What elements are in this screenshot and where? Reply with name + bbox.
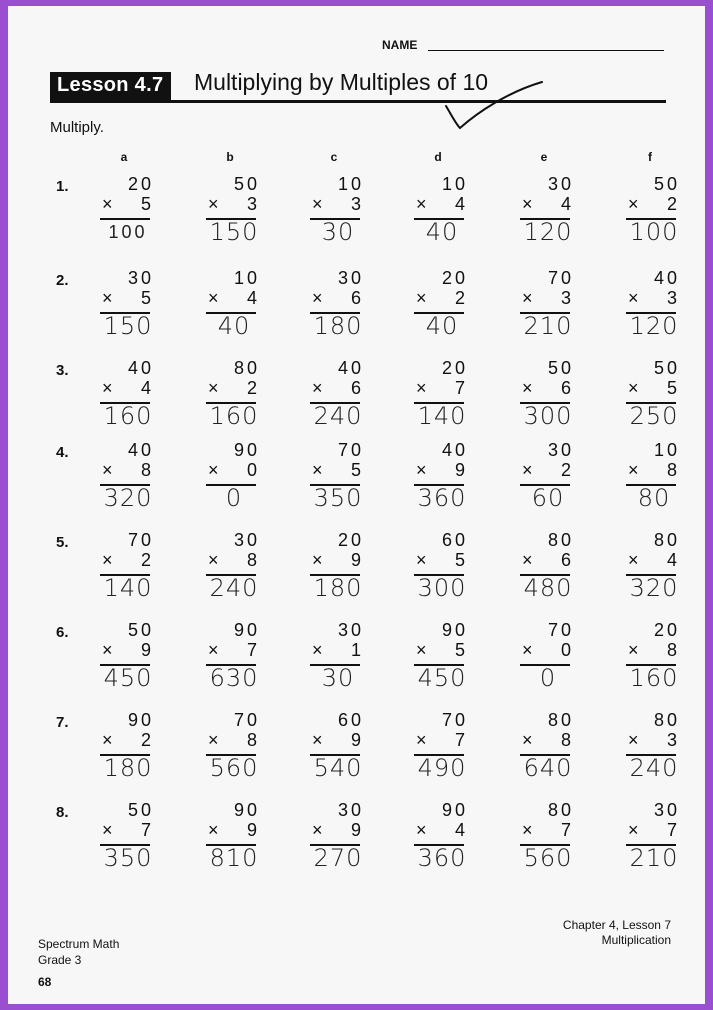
- answer[interactable]: 540: [313, 754, 363, 782]
- times-sign-icon: ×: [522, 730, 533, 750]
- times-sign-icon: ×: [102, 194, 113, 214]
- problem-8-a: [100, 800, 160, 886]
- times-sign-icon: ×: [208, 550, 219, 570]
- problem-5-e: [520, 530, 580, 616]
- answer[interactable]: 40: [425, 218, 459, 246]
- problem-6-b: [206, 620, 266, 706]
- multiplicand: 20: [127, 174, 154, 194]
- row-number: 1.: [56, 178, 69, 195]
- multiplier: 4: [454, 820, 468, 840]
- times-sign-icon: ×: [522, 194, 533, 214]
- answer[interactable]: 100: [629, 218, 679, 246]
- multiplicand: 50: [233, 174, 260, 194]
- times-sign-icon: ×: [312, 550, 323, 570]
- multiplier: 7: [454, 378, 468, 398]
- times-sign-icon: ×: [628, 640, 639, 660]
- times-sign-icon: ×: [522, 550, 533, 570]
- multiplicand: 70: [127, 530, 154, 550]
- footer-grade: Grade 3: [38, 953, 82, 967]
- problem-3-a: [100, 358, 160, 444]
- column-letter-c: c: [330, 150, 338, 164]
- multiplicand: 30: [337, 800, 364, 820]
- multiplicand: 90: [233, 440, 260, 460]
- multiplicand: 50: [127, 620, 154, 640]
- multiplier: 5: [454, 550, 468, 570]
- multiplicand: 10: [441, 174, 468, 194]
- times-sign-icon: ×: [628, 378, 639, 398]
- multiplier: 2: [246, 378, 260, 398]
- problem-2-b: [206, 268, 266, 354]
- problem-1-f: [626, 174, 686, 260]
- column-letter-d: d: [434, 150, 442, 164]
- answer[interactable]: 140: [103, 574, 153, 602]
- multiplicand: 80: [233, 358, 260, 378]
- multiplier: 6: [560, 550, 574, 570]
- column-letter-e: e: [540, 150, 548, 164]
- multiplier: 5: [666, 378, 680, 398]
- multiplicand: 10: [233, 268, 260, 288]
- problem-4-e: [520, 440, 580, 526]
- multiplier: 5: [140, 288, 154, 308]
- multiplier: 7: [560, 820, 574, 840]
- answer[interactable]: 180: [313, 312, 363, 340]
- answer[interactable]: 630: [209, 664, 259, 692]
- problem-4-d: [414, 440, 474, 526]
- multiplicand: 80: [547, 800, 574, 820]
- problem-3-f: [626, 358, 686, 444]
- page-title: Multiplying by Multiples of 10: [194, 69, 489, 95]
- problem-8-e: [520, 800, 580, 886]
- multiplicand: 90: [233, 800, 260, 820]
- times-sign-icon: ×: [208, 288, 219, 308]
- multiplier: 8: [560, 730, 574, 750]
- answer[interactable]: 450: [417, 664, 467, 692]
- times-sign-icon: ×: [416, 550, 427, 570]
- multiplier: 1: [350, 640, 364, 660]
- multiplier: 4: [246, 288, 260, 308]
- times-sign-icon: ×: [628, 730, 639, 750]
- answer[interactable]: 640: [523, 754, 573, 782]
- multiplicand: 70: [233, 710, 260, 730]
- multiplier: 6: [350, 288, 364, 308]
- multiplicand: 70: [547, 268, 574, 288]
- problem-8-c: [310, 800, 370, 886]
- problem-7-a: [100, 710, 160, 796]
- multiplicand: 20: [337, 530, 364, 550]
- multiplier: 8: [666, 460, 680, 480]
- times-sign-icon: ×: [102, 640, 113, 660]
- times-sign-icon: ×: [416, 730, 427, 750]
- multiplier: 8: [666, 640, 680, 660]
- problem-2-e: [520, 268, 580, 354]
- multiplicand: 30: [653, 800, 680, 820]
- answer[interactable]: 0: [539, 664, 557, 692]
- multiplier: 3: [246, 194, 260, 214]
- times-sign-icon: ×: [416, 378, 427, 398]
- multiplier: 9: [246, 820, 260, 840]
- times-sign-icon: ×: [208, 820, 219, 840]
- multiplicand: 30: [337, 620, 364, 640]
- multiplier: 8: [140, 460, 154, 480]
- multiplier: 9: [454, 460, 468, 480]
- row-number: 7.: [56, 714, 69, 731]
- times-sign-icon: ×: [416, 640, 427, 660]
- worksheet-page: [8, 6, 705, 1004]
- answer[interactable]: 270: [313, 844, 363, 872]
- problem-4-f: [626, 440, 686, 526]
- times-sign-icon: ×: [208, 460, 219, 480]
- answer[interactable]: 450: [103, 664, 153, 692]
- answer[interactable]: 40: [425, 312, 459, 340]
- multiplicand: 40: [127, 440, 154, 460]
- row-number: 3.: [56, 362, 69, 379]
- problem-4-b: [206, 440, 266, 526]
- answer[interactable]: 560: [209, 754, 259, 782]
- page-number: 68: [38, 975, 52, 989]
- multiplicand: 30: [547, 174, 574, 194]
- times-sign-icon: ×: [208, 378, 219, 398]
- times-sign-icon: ×: [416, 820, 427, 840]
- problem-7-e: [520, 710, 580, 796]
- answer[interactable]: 160: [209, 402, 259, 430]
- problem-3-d: [414, 358, 474, 444]
- multiplicand: 30: [127, 268, 154, 288]
- times-sign-icon: ×: [416, 194, 427, 214]
- multiplier: 9: [350, 730, 364, 750]
- problem-6-f: [626, 620, 686, 706]
- answer[interactable]: 60: [531, 484, 565, 512]
- problem-4-a: [100, 440, 160, 526]
- name-input-line[interactable]: [428, 50, 664, 51]
- answer[interactable]: 350: [313, 484, 363, 512]
- multiplier: 3: [666, 288, 680, 308]
- times-sign-icon: ×: [522, 820, 533, 840]
- multiplicand: 80: [653, 530, 680, 550]
- answer[interactable]: 320: [103, 484, 153, 512]
- answer[interactable]: 480: [523, 574, 573, 602]
- times-sign-icon: ×: [628, 288, 639, 308]
- answer[interactable]: 360: [417, 484, 467, 512]
- problem-7-d: [414, 710, 474, 796]
- multiplicand: 90: [441, 620, 468, 640]
- times-sign-icon: ×: [628, 550, 639, 570]
- times-sign-icon: ×: [628, 194, 639, 214]
- multiplicand: 10: [653, 440, 680, 460]
- problem-6-a: [100, 620, 160, 706]
- problem-3-c: [310, 358, 370, 444]
- answer[interactable]: 0: [225, 484, 243, 512]
- multiplier: 3: [560, 288, 574, 308]
- problem-1-b: [206, 174, 266, 260]
- problem-8-b: [206, 800, 266, 886]
- answer[interactable]: 560: [523, 844, 573, 872]
- multiplicand: 50: [653, 174, 680, 194]
- answer[interactable]: 40: [217, 312, 251, 340]
- multiplier: 9: [140, 640, 154, 660]
- multiplicand: 70: [337, 440, 364, 460]
- multiplicand: 60: [337, 710, 364, 730]
- times-sign-icon: ×: [102, 378, 113, 398]
- lesson-badge: Lesson 4.7: [50, 72, 171, 100]
- problem-1-d: [414, 174, 474, 260]
- answer[interactable]: 300: [523, 402, 573, 430]
- times-sign-icon: ×: [628, 460, 639, 480]
- footer-right: [563, 918, 671, 948]
- problem-6-d: [414, 620, 474, 706]
- multiplier: 8: [246, 550, 260, 570]
- multiplier: 8: [246, 730, 260, 750]
- instruction-text: Multiply.: [50, 119, 104, 136]
- column-letter-f: f: [648, 150, 652, 164]
- problem-8-d: [414, 800, 474, 886]
- multiplier: 2: [666, 194, 680, 214]
- multiplier: 0: [246, 460, 260, 480]
- times-sign-icon: ×: [416, 460, 427, 480]
- multiplicand: 20: [441, 268, 468, 288]
- footer-left: [38, 936, 119, 990]
- problem-3-e: [520, 358, 580, 444]
- row-number: 4.: [56, 444, 69, 461]
- problem-2-f: [626, 268, 686, 354]
- multiplier: 2: [140, 730, 154, 750]
- answer[interactable]: 180: [103, 754, 153, 782]
- multiplier: 5: [454, 640, 468, 660]
- problem-7-f: [626, 710, 686, 796]
- times-sign-icon: ×: [522, 460, 533, 480]
- footer-topic: Multiplication: [601, 933, 671, 947]
- times-sign-icon: ×: [312, 730, 323, 750]
- answer[interactable]: 140: [417, 402, 467, 430]
- row-number: 2.: [56, 272, 69, 289]
- times-sign-icon: ×: [102, 460, 113, 480]
- multiplier: 4: [560, 194, 574, 214]
- multiplicand: 50: [653, 358, 680, 378]
- multiplicand: 90: [441, 800, 468, 820]
- times-sign-icon: ×: [522, 640, 533, 660]
- problem-7-c: [310, 710, 370, 796]
- answer-rule: [100, 218, 150, 220]
- multiplicand: 20: [441, 358, 468, 378]
- problem-1-e: [520, 174, 580, 260]
- multiplier: 9: [350, 820, 364, 840]
- problem-3-b: [206, 358, 266, 444]
- multiplier: 3: [350, 194, 364, 214]
- name-label: NAME: [382, 38, 418, 52]
- times-sign-icon: ×: [312, 460, 323, 480]
- answer[interactable]: 120: [629, 312, 679, 340]
- answer[interactable]: 30: [321, 664, 355, 692]
- multiplier: 7: [454, 730, 468, 750]
- times-sign-icon: ×: [312, 288, 323, 308]
- times-sign-icon: ×: [102, 730, 113, 750]
- answer[interactable]: 120: [523, 218, 573, 246]
- answer[interactable]: 240: [313, 402, 363, 430]
- answer[interactable]: 320: [629, 574, 679, 602]
- answer[interactable]: 360: [417, 844, 467, 872]
- row-number: 8.: [56, 804, 69, 821]
- multiplicand: 70: [547, 620, 574, 640]
- problem-8-f: [626, 800, 686, 886]
- multiplier: 4: [454, 194, 468, 214]
- multiplier: 4: [666, 550, 680, 570]
- footer-chapter: Chapter 4, Lesson 7: [562, 918, 671, 932]
- multiplicand: 30: [547, 440, 574, 460]
- times-sign-icon: ×: [208, 194, 219, 214]
- answer[interactable]: 810: [209, 844, 259, 872]
- times-sign-icon: ×: [312, 194, 323, 214]
- multiplier: 7: [666, 820, 680, 840]
- multiplier: 9: [350, 550, 364, 570]
- row-number: 6.: [56, 624, 69, 641]
- multiplicand: 20: [653, 620, 680, 640]
- answer[interactable]: 160: [629, 664, 679, 692]
- multiplier: 2: [454, 288, 468, 308]
- times-sign-icon: ×: [522, 378, 533, 398]
- problem-6-c: [310, 620, 370, 706]
- answer[interactable]: 100: [108, 222, 148, 242]
- row-number: 5.: [56, 534, 69, 551]
- column-letter-b: b: [226, 150, 234, 164]
- problem-7-b: [206, 710, 266, 796]
- answer[interactable]: 150: [103, 312, 153, 340]
- multiplicand: 80: [547, 710, 574, 730]
- times-sign-icon: ×: [628, 820, 639, 840]
- answer[interactable]: 300: [417, 574, 467, 602]
- multiplicand: 80: [547, 530, 574, 550]
- times-sign-icon: ×: [102, 550, 113, 570]
- multiplier: 5: [350, 460, 364, 480]
- answer[interactable]: 160: [103, 402, 153, 430]
- times-sign-icon: ×: [416, 288, 427, 308]
- problem-2-c: [310, 268, 370, 354]
- times-sign-icon: ×: [208, 730, 219, 750]
- multiplier: 3: [666, 730, 680, 750]
- multiplicand: 50: [127, 800, 154, 820]
- problem-5-a: [100, 530, 160, 616]
- multiplier: 2: [560, 460, 574, 480]
- multiplicand: 60: [441, 530, 468, 550]
- problem-2-a: [100, 268, 160, 354]
- multiplicand: 30: [337, 268, 364, 288]
- answer[interactable]: 250: [629, 402, 679, 430]
- problem-5-d: [414, 530, 474, 616]
- multiplicand: 80: [653, 710, 680, 730]
- multiplier: 7: [140, 820, 154, 840]
- answer[interactable]: 210: [629, 844, 679, 872]
- answer[interactable]: 240: [209, 574, 259, 602]
- times-sign-icon: ×: [208, 640, 219, 660]
- multiplicand: 30: [233, 530, 260, 550]
- answer[interactable]: 350: [103, 844, 153, 872]
- times-sign-icon: ×: [522, 288, 533, 308]
- times-sign-icon: ×: [312, 378, 323, 398]
- multiplier: 6: [560, 378, 574, 398]
- multiplicand: 90: [233, 620, 260, 640]
- multiplier: 4: [140, 378, 154, 398]
- multiplicand: 40: [653, 268, 680, 288]
- answer[interactable]: 210: [523, 312, 573, 340]
- footer-book-title: Spectrum Math: [38, 937, 120, 951]
- answer[interactable]: 80: [637, 484, 671, 512]
- multiplier: 0: [560, 640, 574, 660]
- problem-1-a: [100, 174, 160, 260]
- times-sign-icon: ×: [312, 820, 323, 840]
- times-sign-icon: ×: [102, 288, 113, 308]
- multiplicand: 40: [127, 358, 154, 378]
- multiplier: 7: [246, 640, 260, 660]
- multiplicand: 50: [547, 358, 574, 378]
- problem-2-d: [414, 268, 474, 354]
- problem-4-c: [310, 440, 370, 526]
- problem-5-f: [626, 530, 686, 616]
- problem-5-b: [206, 530, 266, 616]
- column-letter-a: a: [120, 150, 128, 164]
- multiplicand: 90: [127, 710, 154, 730]
- times-sign-icon: ×: [312, 640, 323, 660]
- times-sign-icon: ×: [102, 820, 113, 840]
- multiplier: 6: [350, 378, 364, 398]
- multiplicand: 70: [441, 710, 468, 730]
- answer[interactable]: 30: [321, 218, 355, 246]
- answer[interactable]: 150: [209, 218, 259, 246]
- multiplier: 5: [140, 194, 154, 214]
- problem-1-c: [310, 174, 370, 260]
- answer[interactable]: 490: [417, 754, 467, 782]
- multiplicand: 40: [441, 440, 468, 460]
- answer[interactable]: 180: [313, 574, 363, 602]
- multiplicand: 40: [337, 358, 364, 378]
- answer[interactable]: 240: [629, 754, 679, 782]
- problem-5-c: [310, 530, 370, 616]
- multiplicand: 10: [337, 174, 364, 194]
- multiplier: 2: [140, 550, 154, 570]
- problem-6-e: [520, 620, 580, 706]
- title-divider: [50, 100, 666, 103]
